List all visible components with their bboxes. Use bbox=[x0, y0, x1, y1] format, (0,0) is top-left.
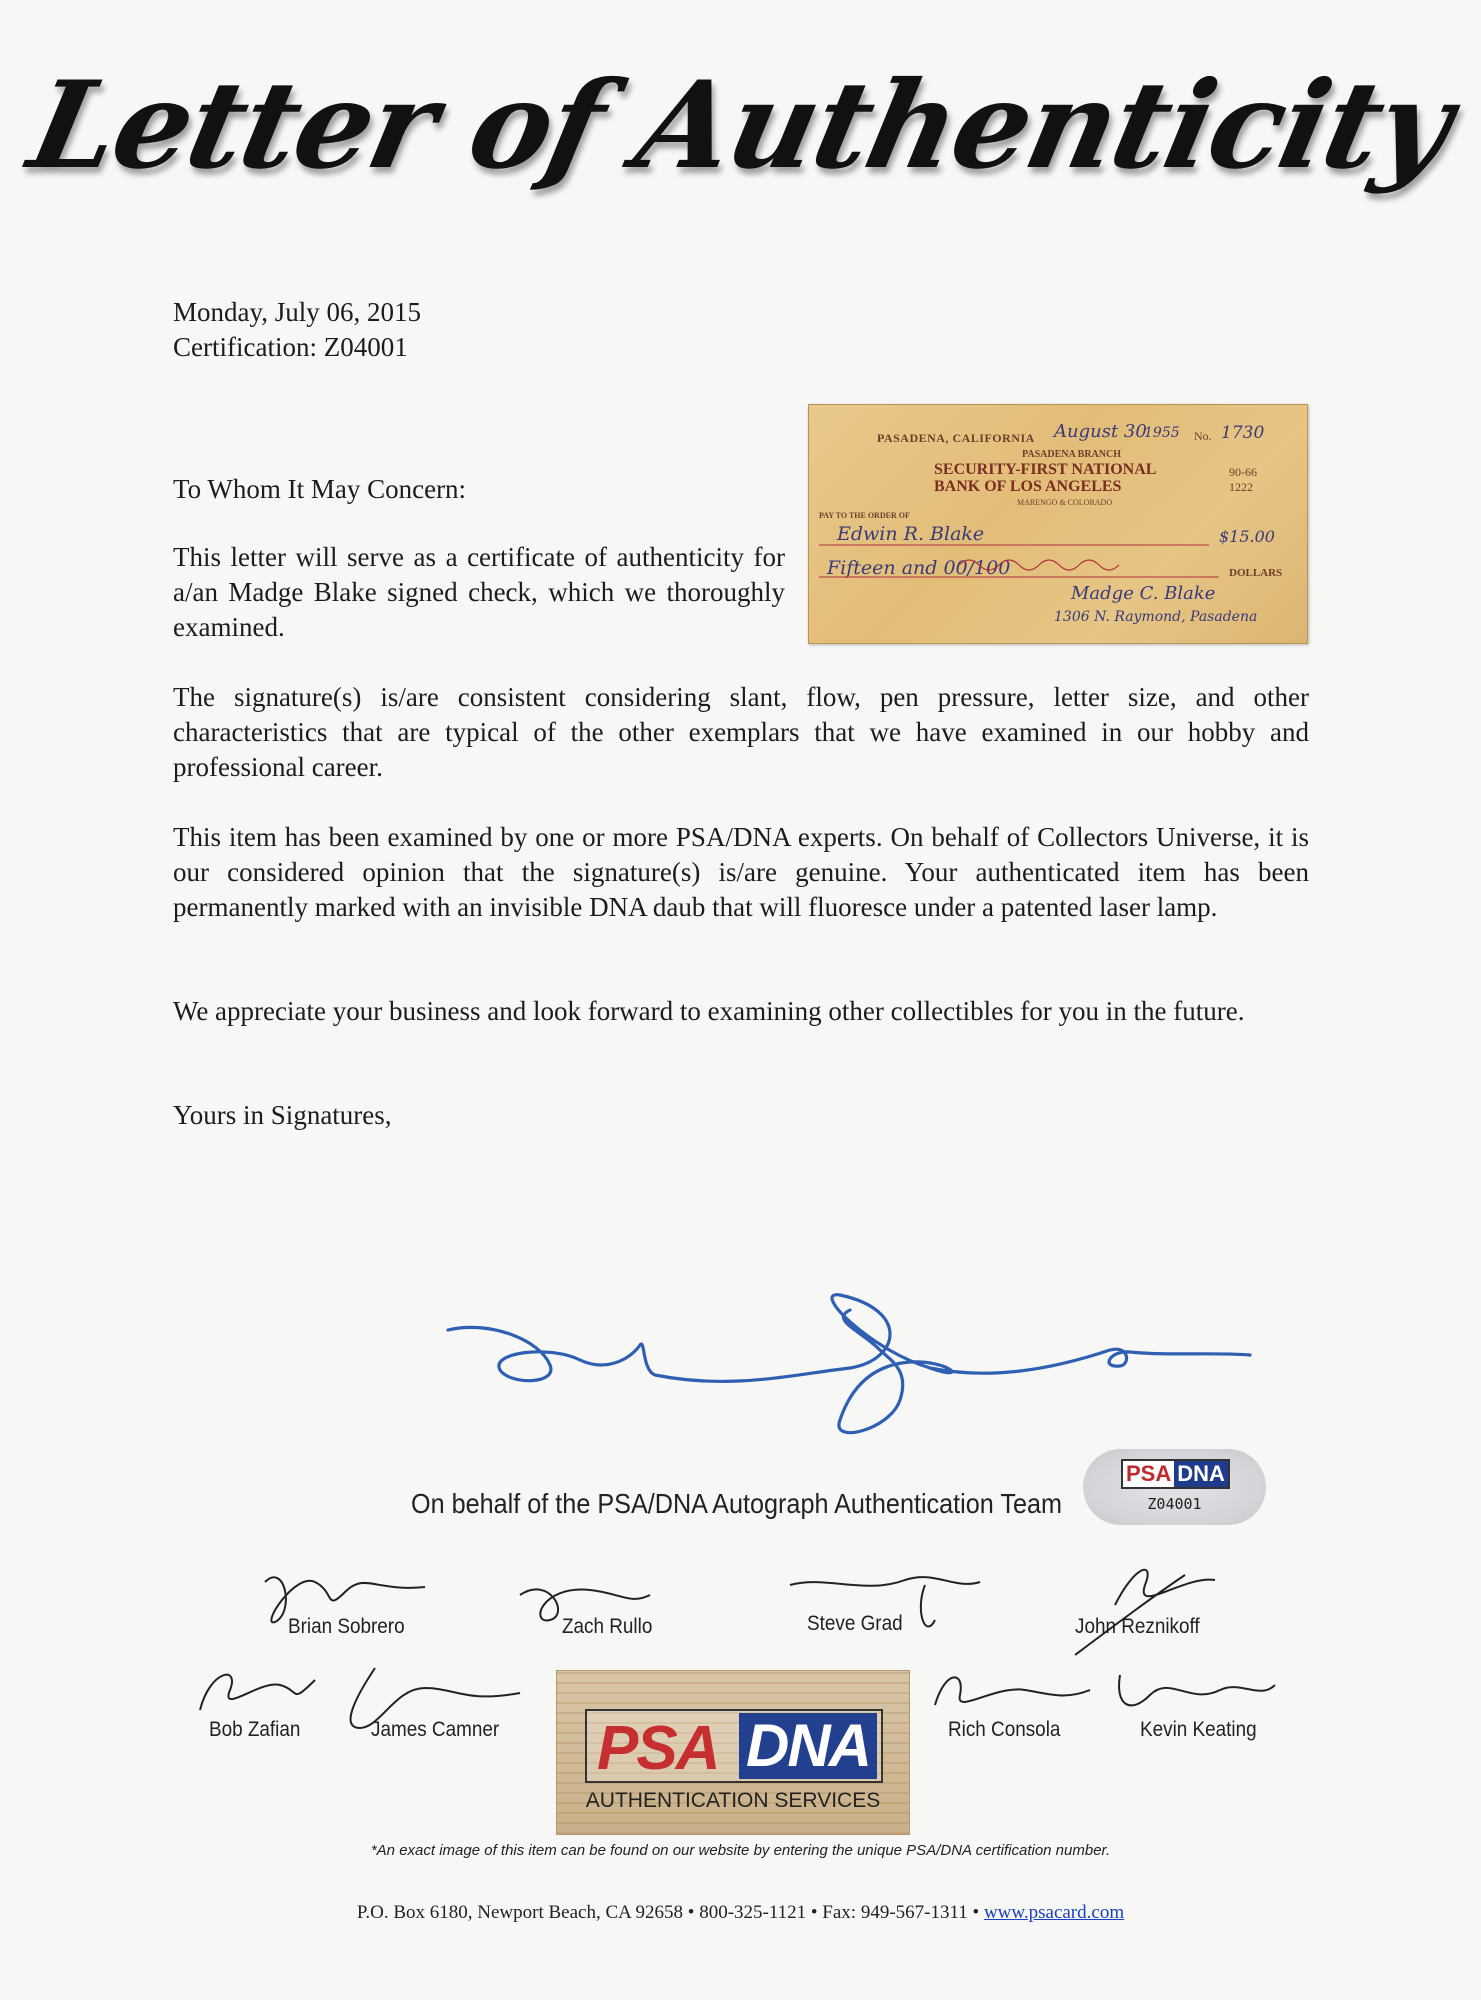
check-location: PASADENA, CALIFORNIA bbox=[877, 431, 1035, 445]
check-signer-address: 1306 N. Raymond, Pasadena bbox=[1054, 609, 1258, 625]
footnote: *An exact image of this item can be found on our website by entering the unique PSA/DNA certification number. bbox=[370, 1842, 1111, 1859]
paragraph-appreciate: We appreciate your business and look forward to examining other collectibles for you in the future. bbox=[173, 996, 1245, 1026]
psa-dna-authentication-logo bbox=[556, 1670, 910, 1835]
check-dollars-label: DOLLARS bbox=[1229, 567, 1283, 579]
signature-scribble-8 bbox=[1110, 1660, 1280, 1725]
team-member-4: John Reznikoff bbox=[1075, 1615, 1200, 1638]
check-payee: Edwin R. Blake bbox=[837, 523, 985, 545]
greeting: To Whom It May Concern: bbox=[173, 474, 467, 504]
paragraph-intro: This letter will serve as a certificate of authenticity for a/an Madge Blake signed check, which we thoroughly examined. bbox=[173, 542, 785, 642]
certification-number: Certification: Z04001 bbox=[173, 332, 408, 362]
paragraph-examined: This item has been examined by one or more PSA/DNA experts. On behalf of Collectors Universe, it is our considered opinion that the signature(s) is/are genuine. Your authenticated item has been permanently marked with an invisible DNA daub that will fluoresce under a patented laser lamp. bbox=[173, 822, 1309, 922]
check-branch: PASADENA BRANCH bbox=[1022, 449, 1121, 460]
letter-meta bbox=[173, 295, 421, 365]
check-number: 1730 bbox=[1221, 423, 1265, 443]
auth-logo-box bbox=[585, 1709, 883, 1783]
team-member-5: Bob Zafian bbox=[209, 1718, 301, 1741]
auth-logo-dna: DNA bbox=[739, 1713, 877, 1779]
closing: Yours in Signatures, bbox=[173, 1100, 392, 1130]
badge-psa: PSA bbox=[1123, 1461, 1174, 1487]
check-routing-top: 90-66 bbox=[1229, 465, 1257, 479]
signature-scribble-4 bbox=[1035, 1555, 1235, 1665]
letter-title: Letter of Authenticity bbox=[18, 55, 1463, 196]
check-date: August 30 bbox=[1054, 421, 1147, 442]
auth-logo-psa: PSA bbox=[597, 1714, 719, 1783]
paragraph-consistency: The signature(s) is/are consistent considering slant, flow, pen pressure, letter size, and other characteristics that are typical of the other exemplars that we have examined in our hobby and professional career. bbox=[173, 682, 1309, 782]
behalf-text: On behalf of the PSA/DNA Autograph Authentication Team bbox=[411, 1488, 1062, 1519]
signature-scribble-5 bbox=[190, 1660, 320, 1725]
check-amount: $15.00 bbox=[1219, 527, 1275, 546]
check-year: 1955 bbox=[1144, 425, 1180, 441]
team-member-2: Zach Rullo bbox=[562, 1615, 653, 1638]
check-bank-line1: SECURITY-FIRST NATIONAL bbox=[934, 461, 1157, 478]
psa-dna-badge bbox=[1083, 1449, 1266, 1525]
badge-code: Z04001 bbox=[1147, 1495, 1202, 1513]
check-lines bbox=[809, 405, 1307, 643]
team-member-7: Rich Consola bbox=[948, 1718, 1061, 1741]
auth-logo-subtitle: AUTHENTICATION SERVICES bbox=[585, 1789, 881, 1812]
team-member-8: Kevin Keating bbox=[1140, 1718, 1257, 1741]
check-bank-address: MARENGO & COLORADO bbox=[1017, 498, 1113, 507]
check-written-amount: Fifteen and 00/100 bbox=[827, 557, 1011, 579]
signature-scribble-7 bbox=[925, 1660, 1095, 1725]
check-bank-line2: BANK OF LOS ANGELES bbox=[934, 478, 1122, 495]
letter-date: Monday, July 06, 2015 bbox=[173, 297, 421, 327]
check-signer: Madge C. Blake bbox=[1071, 583, 1216, 604]
team-member-1: Brian Sobrero bbox=[288, 1615, 405, 1638]
check-pay-to-label: PAY TO THE ORDER OF bbox=[819, 511, 910, 520]
authenticator-signature bbox=[430, 1290, 1290, 1450]
team-member-6: James Camner bbox=[371, 1718, 500, 1741]
check-number-label: No. bbox=[1194, 429, 1212, 443]
address-text: P.O. Box 6180, Newport Beach, CA 92658 • 800-325-1121 • Fax: 949-567-1311 • bbox=[356, 1902, 980, 1923]
website-link[interactable]: www.psacard.com bbox=[983, 1902, 1125, 1923]
check-routing-bottom: 1222 bbox=[1229, 480, 1253, 494]
check-image bbox=[808, 404, 1308, 644]
badge-logo bbox=[1121, 1459, 1230, 1489]
team-member-3: Steve Grad bbox=[807, 1612, 903, 1635]
footer-address bbox=[0, 1902, 1481, 1924]
badge-dna: DNA bbox=[1174, 1461, 1228, 1487]
